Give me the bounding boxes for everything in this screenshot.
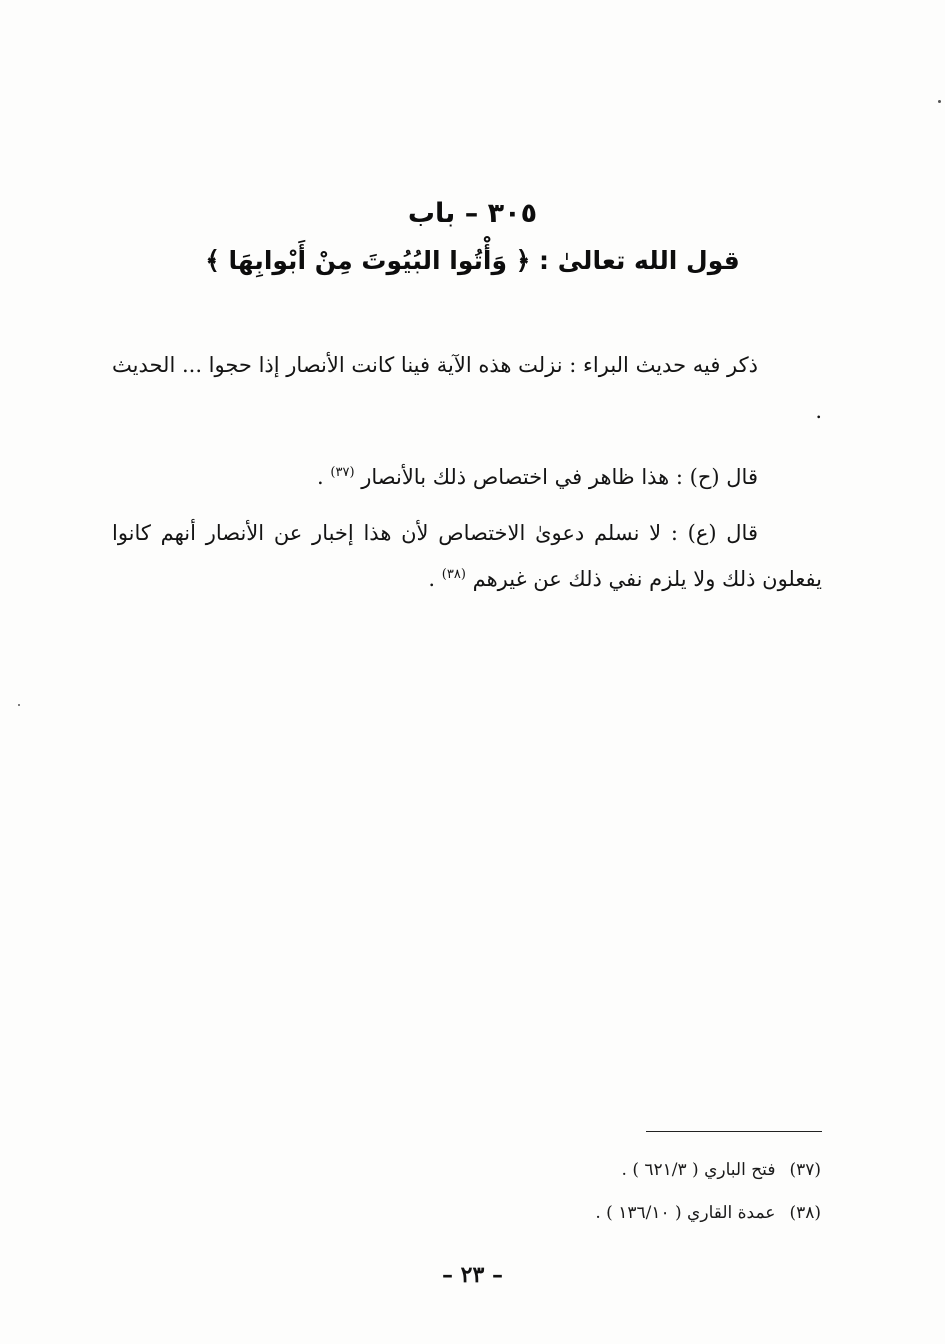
footnote-37-number: (٣٧): [789, 1160, 821, 1180]
footnote-reference-37[interactable]: (٣٧): [330, 465, 355, 480]
footnote-38-number: (٣٨): [789, 1203, 821, 1223]
footnote-37-text: فتح الباري ( ٦٢١/٣ ) .: [621, 1160, 776, 1180]
paragraph-1: [112, 342, 822, 434]
footnote-37: [321, 1160, 821, 1180]
paragraph-3: [112, 510, 822, 602]
footnote-reference-38[interactable]: (٣٨): [441, 567, 466, 582]
chapter-number: ٣٠٥ – باب: [407, 198, 538, 229]
paragraph-2: [112, 454, 822, 500]
paragraph-1-text: ذكر فيه حديث البراء : نزلت هذه الآية فينا كانت الأنصار إذا حجوا ... الحديث .: [112, 353, 822, 423]
footnote-38-text: عمدة القاري ( ١٣٦/١٠ ) .: [595, 1203, 776, 1223]
scan-speck: [18, 704, 20, 706]
chapter-title: قول الله تعالىٰ : ﴿ وَأْتُوا البُيُوتَ مِنْ أَبْوابِهَا ﴾: [205, 246, 740, 275]
footnote-divider: [646, 1131, 822, 1132]
paragraph-2-end: .: [317, 465, 331, 489]
paragraph-3-end: .: [428, 567, 442, 591]
page-number: – ٢٣ –: [442, 1262, 503, 1288]
paragraph-3-text: قال (ع) : لا نسلم دعوىٰ الاختصاص لأن هذا إخبار عن الأنصار أنهم كانوا يفعلون ذلك ولا يلزم نفي ذلك عن غيرهم: [112, 521, 822, 591]
paragraph-2-text: قال (ح) : هذا ظاهر في اختصاص ذلك بالأنصار: [361, 465, 758, 489]
scan-speck: [938, 100, 941, 103]
footnote-38: [321, 1203, 821, 1223]
